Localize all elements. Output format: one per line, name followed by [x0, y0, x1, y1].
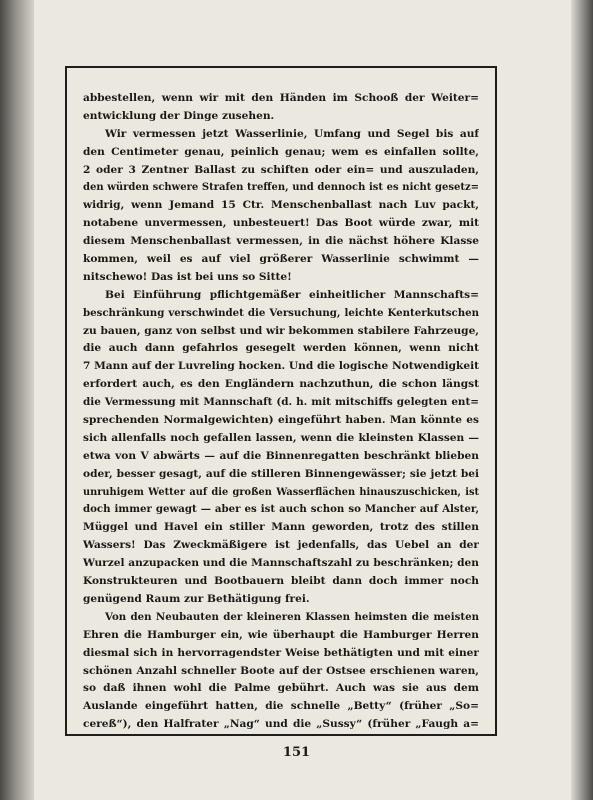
page-number: 151 — [282, 745, 311, 760]
text-line: Wir vermessen jetzt Wasserlinie, Umfang und Segel bis auf — [105, 127, 479, 140]
text-line: Bei Einführung pflichtgemäßer einheitlicher Mannschafts= — [105, 288, 479, 301]
text-line: so daß ihnen wohl die Palme gebührt. Auch was sie aus dem — [83, 682, 479, 695]
text-line: nitschewo! Das ist bei uns so Sitte! — [83, 270, 292, 283]
text-line: Wassers! Das Zweckmäßigere ist jedenfalls, das Uebel an der — [83, 539, 479, 552]
text-line: notabene unvermessen, unbesteuert! Das Boot würde zwar, mit — [83, 217, 479, 230]
text-line: etwa von V abwärts — auf die Binnenregatten beschränkt blieben — [83, 449, 479, 462]
text-line: 7 Mann auf der Luvreling hocken. Und die logische Notwendigkeit — [83, 360, 479, 373]
text-line: Ehren die Hamburger ein, wie überhaupt die Hamburger Herren — [83, 628, 479, 641]
text-line: zu bauen, ganz von selbst und wir bekommen stabilere Fahrzeuge, — [83, 324, 479, 337]
text-line: die auch dann gefahrlos gesegelt werden können, wenn nicht — [83, 342, 479, 355]
text-line: erfordert auch, es den Engländern nachzuthun, die schon längst — [83, 378, 479, 391]
text-line: Auslande eingeführt hatten, die schnelle „Betty“ (früher „So= — [83, 700, 479, 713]
text-line: genügend Raum zur Bethätigung frei. — [83, 592, 310, 605]
text-line: 2 oder 3 Zentner Ballast zu schiften oder ein= und auszuladen, — [83, 163, 479, 176]
text-line: abbestellen, wenn wir mit den Händen im Schooß der Weiter= — [83, 92, 479, 104]
text-line: beschränkung verschwindet die Versuchung, leichte Kenterkutschen — [83, 306, 479, 319]
text-line: kommen, weil es auf viel größerer Wasserlinie schwimmt — — [83, 253, 479, 266]
text-line: schönen Anzahl schneller Boote auf der Ostsee erschienen waren, — [83, 664, 479, 677]
text-line: die Vermessung mit Mannschaft (d. h. mit mitschiffs gelegten ent= — [83, 396, 479, 409]
text-line: sich allenfalls noch gefallen lassen, wenn die kleinsten Klassen — — [83, 431, 479, 444]
page-edge — [571, 0, 593, 800]
text-line: oder, besser gesagt, auf die stilleren Binnengewässer; sie jetzt bei — [83, 467, 479, 480]
text-line: den würden schwere Strafen treffen, und dennoch ist es nicht gesetz= — [83, 182, 479, 194]
text-line: Müggel und Havel ein stiller Mann geworden, trotz des stillen — [83, 521, 479, 534]
text-line: widrig, wenn Jemand 15 Ctr. Menschenballast nach Luv packt, — [83, 199, 479, 212]
text-line: cereß“), den Halfrater „Nag“ und die „Sussy“ (früher „Faugh a= — [83, 718, 479, 730]
text-line: Von den Neubauten der kleineren Klassen heimsten die meisten — [105, 610, 479, 623]
text-line: diesem Menschenballast vermessen, in die nächst höhere Klasse — [83, 235, 479, 248]
text-line: entwicklung der Dinge zusehen. — [83, 109, 275, 122]
text-line: unruhigem Wetter auf die großen Wasserflächen hinauszuschicken, ist — [83, 486, 479, 498]
text-line: den Centimeter genau, peinlich genau; wem es einfallen sollte, — [83, 145, 479, 158]
text-line: Wurzel anzupacken und die Mannschaftszahl zu beschränken; den — [83, 557, 479, 570]
text-line: diesmal sich in hervorragendster Weise bethätigten und mit einer — [83, 646, 479, 659]
text-line: Konstrukteuren und Bootbauern bleibt dann doch immer noch — [83, 575, 479, 588]
text-line: sprechenden Normalgewichten) eingeführt haben. Man könnte es — [83, 414, 479, 427]
body-text — [83, 90, 479, 730]
text-line: doch immer gewagt — aber es ist auch schon so Mancher auf Alster, — [83, 503, 479, 516]
